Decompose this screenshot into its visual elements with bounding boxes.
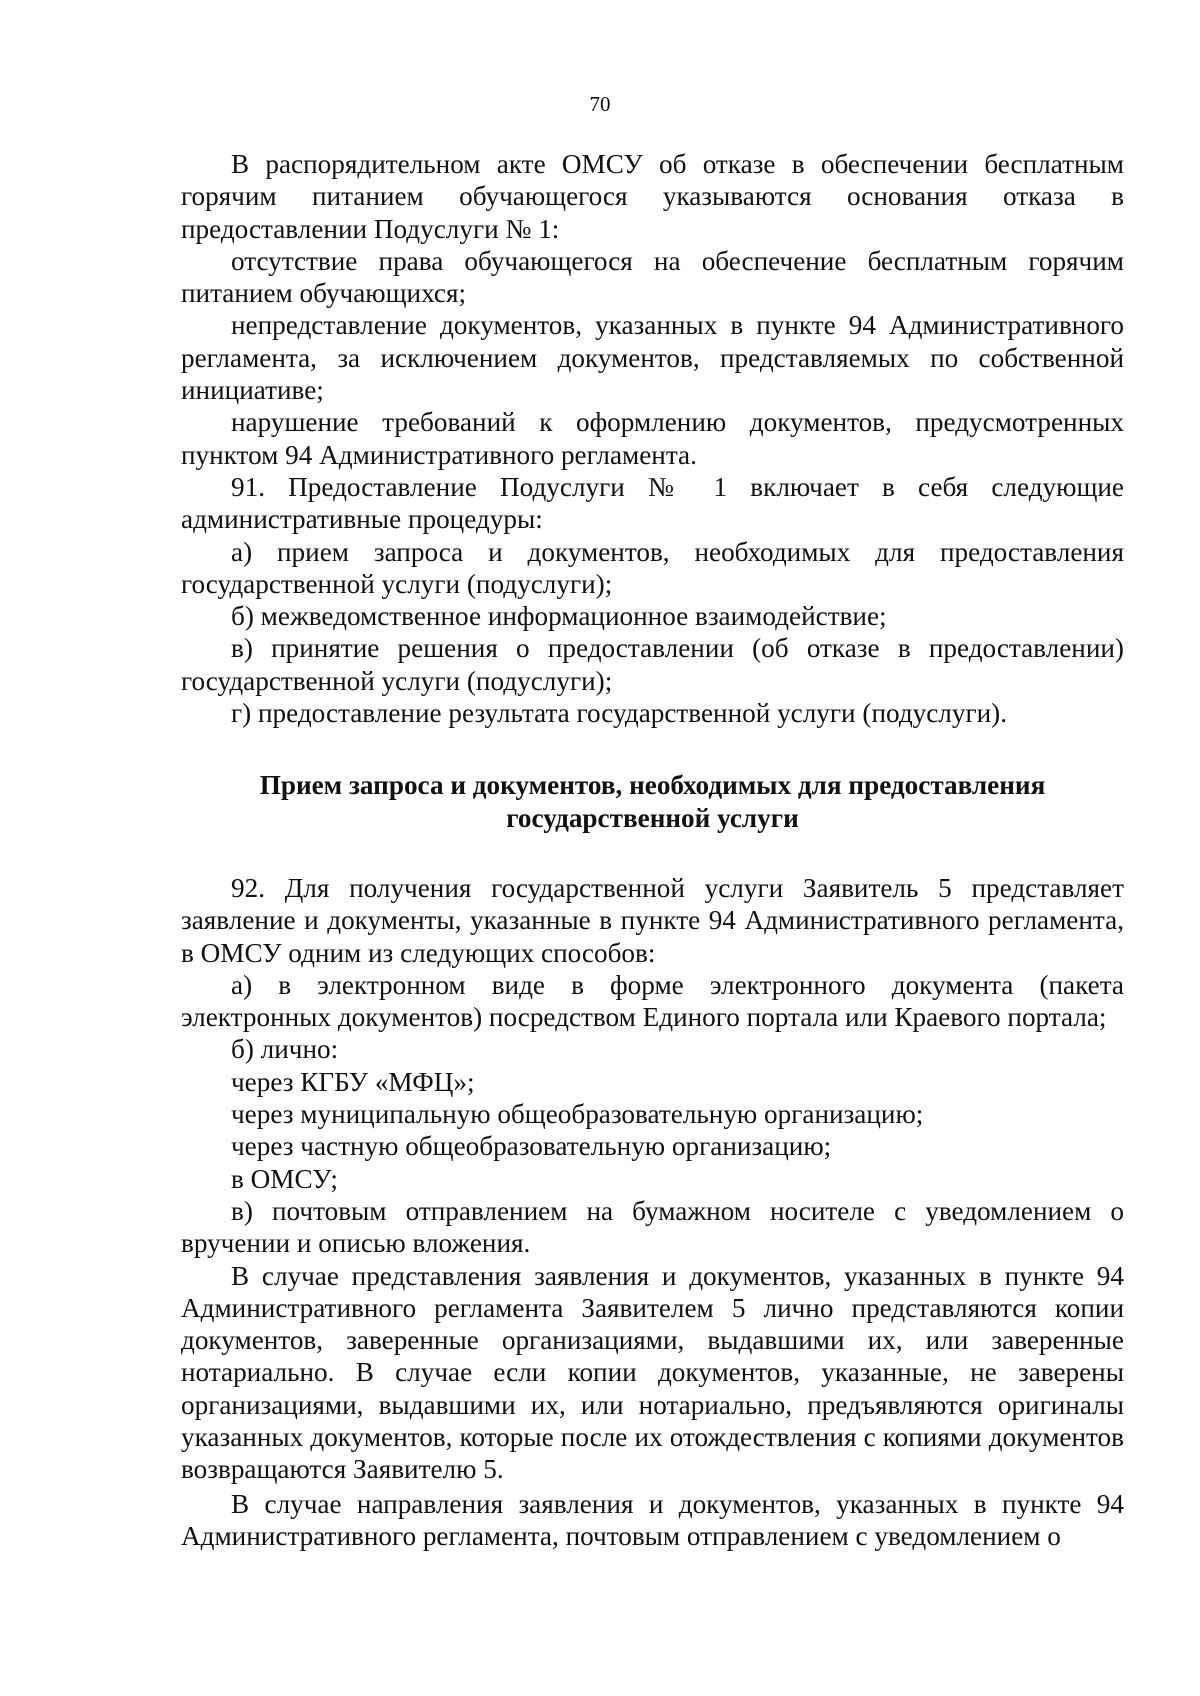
paragraph-ground-violation: нарушение требований к оформлению документов, предусмотренных пунктом 94 Административного регламента.: [181, 407, 1124, 470]
paragraph-92-b-private: через частную общеобразовательную организацию;: [231, 1131, 832, 1162]
paragraph-in-person-copies: В случае представления заявления и документов, указанных в пункте 94 Административного регламента Заявителем 5 лично представляются копии документов, заверенные организациями, выдавшими их, или заверенные нотариально. В случае если копии документов, указанные, не заверены организациями, выдавшими их, или нотариально, предъявляются оригиналы указанных документов, которые после их отождествления с копиями документов возвращаются Заявителю 5.: [181, 1260, 1124, 1485]
paragraph-91-g: г) предоставление результата государственной услуги (подуслуги).: [231, 698, 1008, 729]
paragraph-ground-no-documents: непредставление документов, указанных в пункте 94 Административного регламента, за исключением документов, представляемых по собственной инициативе;: [181, 310, 1124, 406]
paragraph-91-v: в) принятие решения о предоставлении (об отказе в предоставлении) государственной услуги (подуслуги);: [181, 633, 1124, 696]
paragraph-92-v: в) почтовым отправлением на бумажном носителе с уведомлением о вручении и описью вложения.: [181, 1195, 1124, 1259]
paragraph-91-a: а) прием запроса и документов, необходимых для предоставления государственной услуги (подуслуги);: [181, 536, 1124, 599]
paragraph-92-b-municipal: через муниципальную общеобразовательную организацию;: [231, 1099, 924, 1130]
paragraph-92-a: а) в электронном виде в форме электронного документа (пакета электронных документов) посредством Единого портала или Краевого портала;: [181, 969, 1124, 1033]
paragraph-92-b-omsu: в ОМСУ;: [231, 1163, 338, 1194]
document-body: [181, 148, 1124, 1552]
paragraph-92: 92. Для получения государственной услуги Заявитель 5 представляет заявление и документы, указанные в пункте 94 Административного регламента, в ОМСУ одним из следующих способов:: [181, 872, 1124, 968]
paragraph-91: 91. Предоставление Подуслуги № 1 включает в себя следующие административные процедуры:: [181, 471, 1124, 535]
paragraph-postal: В случае направления заявления и документов, указанных в пункте 94 Административного регламента, почтовым отправлением с уведомлением о: [181, 1488, 1124, 1551]
paragraph-92-b-mfc: через КГБУ «МФЦ»;: [231, 1066, 475, 1097]
section-heading: [181, 769, 1124, 834]
paragraph-ground-no-right: отсутствие права обучающегося на обеспечение бесплатным горячим питанием обучающихся;: [181, 245, 1124, 309]
paragraph-92-b: б) лично:: [231, 1034, 339, 1065]
section-heading-line-2: государственной услуги: [506, 802, 799, 833]
page-number: 70: [589, 92, 611, 116]
paragraph-refusal-grounds: В распорядительном акте ОМСУ об отказе в обеспечении бесплатным горячим питанием обучающегося указываются основания отказа в предоставлении Подуслуги № 1:: [181, 149, 1124, 244]
section-heading-line-1: Прием запроса и документов, необходимых для предоставления: [259, 770, 1046, 801]
paragraph-91-b: б) межведомственное информационное взаимодействие;: [231, 601, 887, 632]
